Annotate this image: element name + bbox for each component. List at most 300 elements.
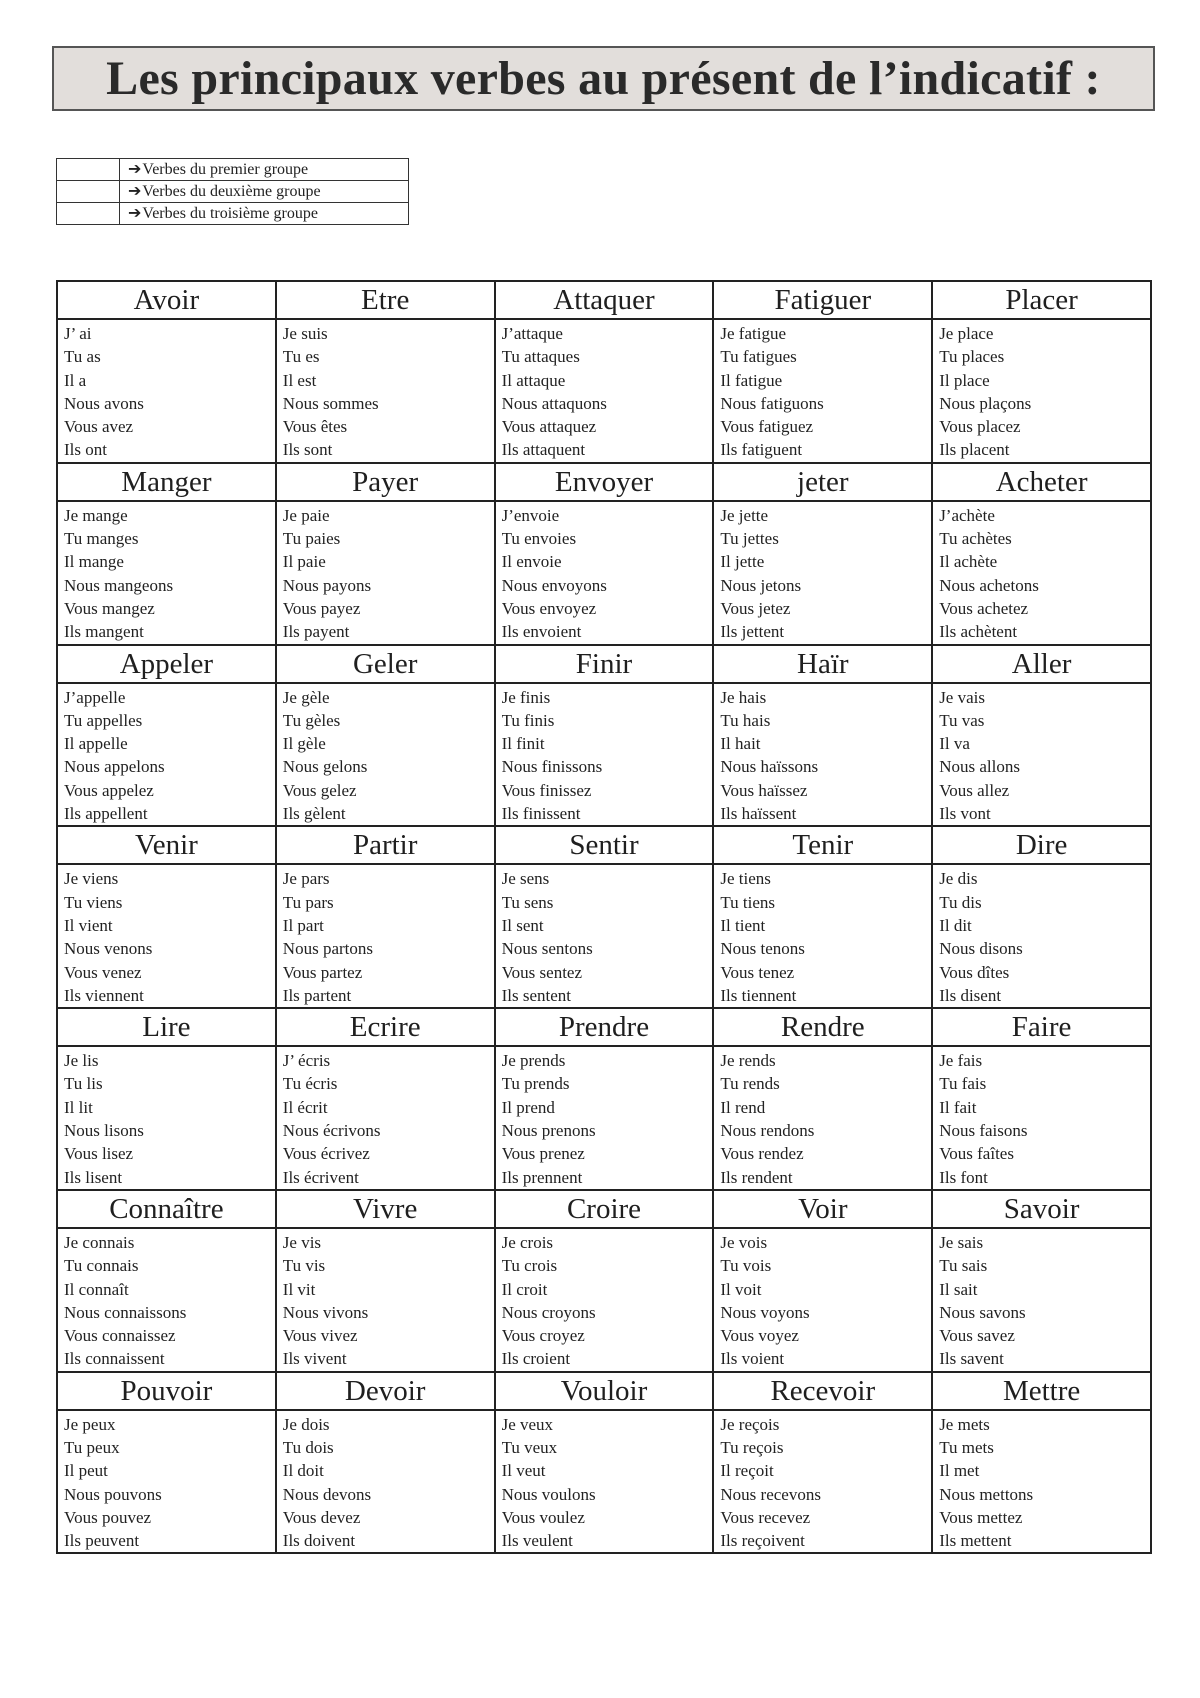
conjugation-form: Je suis — [282, 324, 328, 343]
conjugation-form: Nous sentons — [501, 939, 593, 959]
verb-conjugation-row — [57, 501, 1151, 645]
conjugation-list — [939, 1413, 1150, 1553]
arrow-right-icon: ➔ — [128, 159, 142, 178]
conjugation-form: Tu appelles — [64, 710, 143, 730]
conjugation-form: Il paie — [282, 552, 326, 572]
legend-row — [57, 181, 409, 203]
conjugation-form: Je hais — [720, 687, 767, 707]
verb-conjugation-cell — [495, 683, 714, 827]
conjugation-form: Il hait — [720, 734, 761, 754]
verb-header-row — [57, 281, 1151, 319]
conjugation-form: Tu hais — [720, 710, 771, 730]
conjugation-form: Je place — [939, 324, 994, 343]
conjugation-form: Il fait — [939, 1097, 977, 1117]
conjugation-form: Je finis — [501, 687, 551, 707]
conjugation-form: Il part — [282, 915, 324, 935]
verb-conjugation-cell — [495, 1228, 714, 1372]
verb-name: Devoir — [276, 1372, 495, 1410]
conjugation-form: Je crois — [501, 1232, 554, 1252]
verb-conjugation-row — [57, 1410, 1151, 1554]
conjugation-form: Tu fatigues — [720, 347, 797, 367]
conjugation-form: Ils sont — [282, 440, 333, 460]
conjugation-form: Ils reçoivent — [720, 1531, 805, 1551]
verb-name: Appeler — [57, 645, 276, 683]
conjugation-form: Ils peuvent — [64, 1531, 140, 1551]
conjugation-form: Vous attaquez — [501, 417, 597, 437]
conjugation-form: Vous faîtes — [939, 1144, 1014, 1164]
conjugation-form: Je mange — [64, 505, 128, 525]
conjugation-form: Vous appelez — [64, 780, 154, 800]
conjugation-form: Il croit — [501, 1279, 548, 1299]
conjugation-list — [939, 867, 1150, 1007]
conjugation-form: Nous croyons — [501, 1302, 596, 1322]
conjugation-form: Il attaque — [501, 370, 566, 390]
verb-conjugation-cell — [713, 1046, 932, 1190]
legend-table — [56, 158, 409, 225]
conjugation-form: Ils disent — [939, 985, 1002, 1005]
conjugation-form: Tu écris — [282, 1074, 338, 1094]
verb-name: Avoir — [57, 281, 276, 319]
page-title-box — [52, 46, 1155, 111]
conjugation-form: Vous fatiguez — [720, 417, 814, 437]
verb-conjugation-cell — [713, 864, 932, 1008]
conjugation-form: Nous partons — [282, 939, 373, 959]
conjugation-form: Il achète — [939, 552, 998, 572]
verb-conjugation-row — [57, 319, 1151, 463]
conjugation-form: Tu attaques — [501, 347, 580, 367]
verb-name: Placer — [932, 281, 1151, 319]
conjugation-form: Nous mangeons — [64, 575, 174, 595]
conjugation-form: Il reçoit — [720, 1461, 774, 1481]
conjugation-form: Nous appelons — [64, 757, 165, 777]
conjugation-form: Je dois — [282, 1414, 330, 1434]
conjugation-list — [64, 1049, 275, 1189]
conjugation-form: Je vois — [720, 1232, 768, 1252]
conjugation-form: Ils fatiguent — [720, 440, 803, 460]
conjugation-form: Vous jetez — [720, 598, 791, 618]
verb-name: Vivre — [276, 1190, 495, 1228]
legend-label — [120, 181, 409, 203]
conjugation-form: Tu jettes — [720, 529, 779, 549]
verb-conjugation-cell — [276, 501, 495, 645]
conjugation-form: Ils sentent — [501, 985, 571, 1005]
conjugation-form: Vous écrivez — [282, 1144, 370, 1164]
conjugation-form: Nous disons — [939, 939, 1023, 959]
conjugation-form: Je fais — [939, 1051, 983, 1071]
verb-name: Envoyer — [495, 463, 714, 501]
conjugation-form: Je pars — [282, 869, 330, 889]
conjugation-form: Je vis — [282, 1232, 322, 1252]
conjugation-list — [64, 686, 275, 826]
conjugation-list — [283, 867, 494, 1007]
conjugation-form: Vous devez — [282, 1507, 361, 1527]
conjugation-form: Nous avons — [64, 393, 144, 413]
conjugation-form: Tu paies — [282, 529, 341, 549]
legend-swatch — [57, 159, 120, 181]
legend-label — [120, 203, 409, 225]
verb-name: Geler — [276, 645, 495, 683]
verb-name: Ecrire — [276, 1008, 495, 1046]
verb-conjugation-cell — [932, 1228, 1151, 1372]
conjugation-form: Je viens — [64, 869, 119, 889]
conjugation-form: Ils ont — [64, 440, 107, 460]
conjugation-form: Il dit — [939, 915, 972, 935]
conjugation-form: Vous êtes — [282, 417, 348, 437]
conjugation-list — [283, 1049, 494, 1189]
conjugation-list — [720, 322, 931, 462]
arrow-right-icon: ➔ — [128, 203, 142, 222]
conjugation-form: Vous venez — [64, 962, 142, 982]
verb-name: Rendre — [713, 1008, 932, 1046]
conjugation-form: Tu reçois — [720, 1437, 784, 1457]
conjugation-form: Ils prennent — [501, 1167, 583, 1187]
verb-name: Voir — [713, 1190, 932, 1228]
conjugation-form: Vous achetez — [939, 598, 1029, 618]
conjugation-form: J’envoie — [501, 505, 560, 525]
conjugation-form: Nous envoyons — [501, 575, 607, 595]
conjugation-form: Nous plaçons — [939, 393, 1032, 413]
conjugation-form: Tu crois — [501, 1256, 558, 1276]
conjugation-form: Ils vivent — [282, 1349, 347, 1369]
legend-text: Verbes du deuxième groupe — [142, 183, 321, 200]
conjugation-form: Nous jetons — [720, 575, 802, 595]
conjugation-form: Je rends — [720, 1051, 776, 1071]
conjugation-form: Vous connaissez — [64, 1326, 176, 1346]
conjugation-form: Il envoie — [501, 552, 562, 572]
conjugation-form: Il veut — [501, 1461, 546, 1481]
verb-conjugation-cell — [932, 864, 1151, 1008]
verb-name: Aller — [932, 645, 1151, 683]
conjugation-form: Il prend — [501, 1097, 555, 1117]
verb-name: Partir — [276, 826, 495, 864]
conjugation-form: Nous voulons — [501, 1484, 596, 1504]
conjugation-form: Il jette — [720, 552, 765, 572]
verb-name: Manger — [57, 463, 276, 501]
conjugation-list — [939, 1231, 1150, 1371]
verb-conjugation-cell — [495, 864, 714, 1008]
conjugation-form: J’appelle — [64, 687, 126, 707]
verb-conjugation-cell — [932, 683, 1151, 827]
conjugation-form: Ils veulent — [501, 1531, 573, 1551]
conjugation-list — [502, 1049, 713, 1189]
conjugation-form: Tu prends — [501, 1074, 570, 1094]
conjugation-table — [56, 280, 1152, 1554]
conjugation-form: Vous voulez — [501, 1507, 585, 1527]
conjugation-form: Ils croient — [501, 1349, 571, 1369]
conjugation-form: Ils payent — [282, 622, 350, 642]
conjugation-list — [939, 686, 1150, 826]
conjugation-form: Il rend — [720, 1097, 766, 1117]
page-title: Les principaux verbes au présent de l’indicatif : — [106, 52, 1101, 105]
verb-conjugation-cell — [276, 1228, 495, 1372]
conjugation-form: Tu connais — [64, 1256, 139, 1276]
conjugation-form: Tu dois — [282, 1437, 334, 1457]
conjugation-form: Je peux — [64, 1414, 116, 1434]
conjugation-form: Tu sens — [501, 892, 554, 912]
conjugation-list — [939, 504, 1150, 644]
conjugation-form: Vous mettez — [939, 1507, 1023, 1527]
conjugation-form: Tu tiens — [720, 892, 776, 912]
legend-swatch — [57, 181, 120, 203]
conjugation-form: Ils vont — [939, 804, 991, 824]
verb-conjugation-cell — [57, 1410, 276, 1554]
conjugation-form: Tu gèles — [282, 710, 341, 730]
verb-name: jeter — [713, 463, 932, 501]
conjugation-form: Vous envoyez — [501, 598, 597, 618]
verb-name: Vouloir — [495, 1372, 714, 1410]
conjugation-form: Tu veux — [501, 1437, 558, 1457]
conjugation-form: Vous recevez — [720, 1507, 811, 1527]
conjugation-list — [939, 1049, 1150, 1189]
conjugation-form: Vous allez — [939, 780, 1010, 800]
conjugation-form: Vous rendez — [720, 1144, 804, 1164]
conjugation-form: Je sais — [939, 1232, 984, 1252]
conjugation-form: Tu mets — [939, 1437, 994, 1457]
conjugation-form: Nous payons — [282, 575, 372, 595]
conjugation-form: Il lit — [64, 1097, 93, 1117]
conjugation-form: Vous dîtes — [939, 962, 1010, 982]
conjugation-form: Nous allons — [939, 757, 1020, 777]
conjugation-form: Nous pouvons — [64, 1484, 162, 1504]
legend-label — [120, 159, 409, 181]
conjugation-form: Je mets — [939, 1414, 990, 1434]
conjugation-form: Il a — [64, 370, 87, 390]
verb-header-row — [57, 645, 1151, 683]
conjugation-form: Je dis — [939, 869, 978, 889]
conjugation-form: Il fatigue — [720, 370, 783, 390]
conjugation-form: Je lis — [64, 1051, 99, 1071]
conjugation-form: Je tiens — [720, 869, 771, 889]
conjugation-list — [283, 322, 494, 462]
conjugation-form: Nous finissons — [501, 757, 603, 777]
conjugation-form: Vous vivez — [282, 1326, 358, 1346]
conjugation-form: Vous finissez — [501, 780, 592, 800]
conjugation-form: Vous prenez — [501, 1144, 585, 1164]
conjugation-form: Vous pouvez — [64, 1507, 152, 1527]
conjugation-form: Ils appellent — [64, 804, 148, 824]
conjugation-form: Je paie — [282, 505, 330, 525]
conjugation-form: Nous gelons — [282, 757, 368, 777]
verb-conjugation-row — [57, 864, 1151, 1008]
conjugation-form: Tu rends — [720, 1074, 780, 1094]
verb-name: Acheter — [932, 463, 1151, 501]
verb-conjugation-cell — [276, 319, 495, 463]
verb-conjugation-cell — [57, 1046, 276, 1190]
conjugation-form: Tu places — [939, 347, 1005, 367]
conjugation-form: Il place — [939, 370, 990, 390]
verb-conjugation-cell — [276, 864, 495, 1008]
conjugation-form: Je jette — [720, 505, 769, 525]
conjugation-form: Nous savons — [939, 1302, 1026, 1322]
verb-conjugation-cell — [276, 1410, 495, 1554]
conjugation-list — [64, 504, 275, 644]
conjugation-form: Ils attaquent — [501, 440, 586, 460]
conjugation-form: Vous tenez — [720, 962, 795, 982]
conjugation-list — [502, 504, 713, 644]
conjugation-form: Tu vas — [939, 710, 985, 730]
conjugation-list — [720, 1049, 931, 1189]
conjugation-form: J’ écris — [282, 1051, 331, 1071]
conjugation-form: Je sens — [501, 869, 550, 889]
conjugation-form: Nous venons — [64, 939, 153, 959]
conjugation-form: Ils lisent — [64, 1167, 123, 1187]
conjugation-form: Ils tiennent — [720, 985, 797, 1005]
verb-conjugation-cell — [932, 1046, 1151, 1190]
conjugation-form: Nous faisons — [939, 1121, 1028, 1141]
verb-conjugation-row — [57, 1228, 1151, 1372]
verb-conjugation-cell — [495, 501, 714, 645]
verb-name: Tenir — [713, 826, 932, 864]
conjugation-form: Nous attaquons — [501, 393, 607, 413]
conjugation-form: Ils jettent — [720, 622, 785, 642]
conjugation-form: Nous mettons — [939, 1484, 1034, 1504]
conjugation-form: Vous haïssez — [720, 780, 808, 800]
conjugation-list — [720, 1413, 931, 1553]
verb-name: Pouvoir — [57, 1372, 276, 1410]
conjugation-form: Nous écrivons — [282, 1121, 381, 1141]
conjugation-list — [64, 1413, 275, 1553]
conjugation-form: Il va — [939, 734, 970, 754]
conjugation-list — [720, 686, 931, 826]
conjugation-form: Je reçois — [720, 1414, 780, 1434]
conjugation-form: Nous haïssons — [720, 757, 819, 777]
verb-name: Haïr — [713, 645, 932, 683]
conjugation-form: Tu fais — [939, 1074, 987, 1094]
conjugation-form: Je fatigue — [720, 324, 786, 343]
conjugation-list — [283, 504, 494, 644]
conjugation-list — [64, 322, 275, 462]
verb-conjugation-cell — [932, 501, 1151, 645]
conjugation-list — [64, 1231, 275, 1371]
conjugation-form: Je gèle — [282, 687, 330, 707]
conjugation-form: Je prends — [501, 1051, 566, 1071]
conjugation-form: J’attaque — [501, 324, 563, 343]
conjugation-list — [502, 1413, 713, 1553]
conjugation-form: Tu vois — [720, 1256, 772, 1276]
verb-name: Fatiguer — [713, 281, 932, 319]
conjugation-form: Tu vis — [282, 1256, 326, 1276]
arrow-right-icon: ➔ — [128, 181, 142, 200]
conjugation-form: Vous voyez — [720, 1326, 799, 1346]
verb-conjugation-cell — [713, 1410, 932, 1554]
conjugation-form: Il finit — [501, 734, 545, 754]
verb-conjugation-cell — [495, 319, 714, 463]
conjugation-form: Nous achetons — [939, 575, 1039, 595]
conjugation-list — [502, 867, 713, 1007]
verb-name: Savoir — [932, 1190, 1151, 1228]
conjugation-form: Tu achètes — [939, 529, 1012, 549]
conjugation-form: Je vais — [939, 687, 985, 707]
conjugation-form: Je connais — [64, 1232, 135, 1252]
legend-text: Verbes du premier groupe — [142, 161, 309, 178]
conjugation-form: Nous sommes — [282, 393, 379, 413]
conjugation-form: Vous croyez — [501, 1326, 585, 1346]
verb-header-row — [57, 826, 1151, 864]
verb-conjugation-cell — [57, 864, 276, 1008]
conjugation-list — [502, 322, 713, 462]
verb-name: Mettre — [932, 1372, 1151, 1410]
conjugation-form: Ils font — [939, 1167, 988, 1187]
verb-name: Prendre — [495, 1008, 714, 1046]
conjugation-form: Tu viens — [64, 892, 123, 912]
conjugation-form: Il vient — [64, 915, 113, 935]
conjugation-list — [720, 504, 931, 644]
conjugation-form: Ils écrivent — [282, 1167, 359, 1187]
verb-conjugation-cell — [57, 501, 276, 645]
conjugation-form: Ils achètent — [939, 622, 1018, 642]
conjugation-form: Il appelle — [64, 734, 128, 754]
verb-name: Attaquer — [495, 281, 714, 319]
conjugation-form: Ils savent — [939, 1349, 1004, 1369]
conjugation-form: Nous vivons — [282, 1302, 369, 1322]
conjugation-list — [283, 686, 494, 826]
verb-name: Finir — [495, 645, 714, 683]
verb-name: Dire — [932, 826, 1151, 864]
conjugation-form: Vous placez — [939, 417, 1021, 437]
conjugation-form: Nous voyons — [720, 1302, 810, 1322]
verb-header-row — [57, 1008, 1151, 1046]
conjugation-form: Ils finissent — [501, 804, 581, 824]
conjugation-list — [64, 867, 275, 1007]
legend-text: Verbes du troisième groupe — [142, 205, 318, 222]
verb-name: Faire — [932, 1008, 1151, 1046]
conjugation-form: Je veux — [501, 1414, 554, 1434]
conjugation-form: Vous avez — [64, 417, 134, 437]
conjugation-form: Il voit — [720, 1279, 762, 1299]
conjugation-form: Ils rendent — [720, 1167, 793, 1187]
conjugation-form: Il gèle — [282, 734, 326, 754]
conjugation-list — [502, 686, 713, 826]
verb-conjugation-cell — [495, 1410, 714, 1554]
verb-name: Recevoir — [713, 1372, 932, 1410]
verb-conjugation-cell — [276, 683, 495, 827]
verb-conjugation-cell — [57, 1228, 276, 1372]
verb-conjugation-cell — [713, 319, 932, 463]
conjugation-form: Ils doivent — [282, 1531, 356, 1551]
conjugation-list — [720, 867, 931, 1007]
conjugation-form: Tu finis — [501, 710, 555, 730]
verb-name: Etre — [276, 281, 495, 319]
conjugation-form: Ils haïssent — [720, 804, 797, 824]
conjugation-form: Ils viennent — [64, 985, 144, 1005]
verb-conjugation-cell — [276, 1046, 495, 1190]
conjugation-form: Il met — [939, 1461, 980, 1481]
conjugation-form: Ils connaissent — [64, 1349, 165, 1369]
verb-conjugation-row — [57, 683, 1151, 827]
conjugation-form: Nous tenons — [720, 939, 805, 959]
verb-header-row — [57, 1190, 1151, 1228]
verb-name: Venir — [57, 826, 276, 864]
legend-row — [57, 203, 409, 225]
conjugation-form: Nous lisons — [64, 1121, 144, 1141]
conjugation-list — [283, 1413, 494, 1553]
conjugation-form: Tu manges — [64, 529, 139, 549]
verb-name: Sentir — [495, 826, 714, 864]
conjugation-form: Ils mangent — [64, 622, 144, 642]
conjugation-form: Vous payez — [282, 598, 361, 618]
conjugation-form: J’achète — [939, 505, 995, 525]
conjugation-form: Nous recevons — [720, 1484, 821, 1504]
conjugation-form: Ils voient — [720, 1349, 785, 1369]
conjugation-form: Ils mettent — [939, 1531, 1012, 1551]
conjugation-form: Nous rendons — [720, 1121, 815, 1141]
conjugation-form: Il est — [282, 370, 317, 390]
conjugation-form: Il sent — [501, 915, 544, 935]
conjugation-form: Tu peux — [64, 1437, 120, 1457]
verb-conjugation-row — [57, 1046, 1151, 1190]
conjugation-form: Vous savez — [939, 1326, 1015, 1346]
legend-swatch — [57, 203, 120, 225]
